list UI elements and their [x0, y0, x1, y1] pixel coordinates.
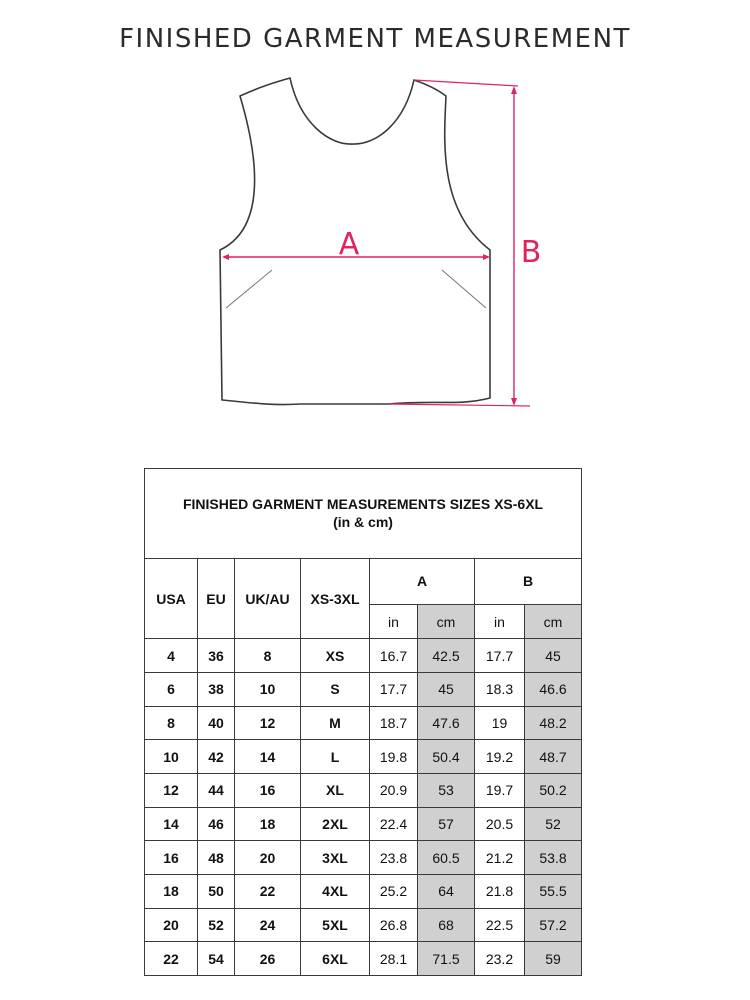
a-in-cell: 17.7: [370, 673, 418, 707]
eu-cell: 38: [198, 673, 235, 707]
usa-cell: 8: [145, 706, 198, 740]
a-cm-cell: 71.5: [418, 942, 475, 976]
a-cm-cell: 45: [418, 673, 475, 707]
size-cell: M: [301, 706, 370, 740]
measure-b-label: B: [520, 235, 542, 270]
ukau-cell: 10: [235, 673, 301, 707]
table-row: [145, 908, 582, 942]
b-in-cell: 19.7: [475, 773, 525, 807]
a-cm-cell: 47.6: [418, 706, 475, 740]
ukau-cell: 18: [235, 807, 301, 841]
size-cell: L: [301, 740, 370, 774]
a-in-cell: 22.4: [370, 807, 418, 841]
eu-cell: 44: [198, 773, 235, 807]
b-cm-cell: 52: [525, 807, 582, 841]
ukau-cell: 16: [235, 773, 301, 807]
a-in-cell: 25.2: [370, 874, 418, 908]
ukau-cell: 14: [235, 740, 301, 774]
a-in-cell: 18.7: [370, 706, 418, 740]
ukau-cell: 8: [235, 639, 301, 673]
table-row: [145, 740, 582, 774]
eu-cell: 50: [198, 874, 235, 908]
ukau-cell: 24: [235, 908, 301, 942]
table-row: [145, 874, 582, 908]
header-b-cm: cm: [525, 604, 582, 639]
b-cm-cell: 45: [525, 639, 582, 673]
b-in-cell: 21.2: [475, 841, 525, 875]
b-cm-cell: 46.6: [525, 673, 582, 707]
table-row: [145, 841, 582, 875]
usa-cell: 18: [145, 874, 198, 908]
table-row: [145, 942, 582, 976]
a-in-cell: 26.8: [370, 908, 418, 942]
a-cm-cell: 57: [418, 807, 475, 841]
b-in-cell: 21.8: [475, 874, 525, 908]
size-cell: 4XL: [301, 874, 370, 908]
eu-cell: 40: [198, 706, 235, 740]
ukau-cell: 22: [235, 874, 301, 908]
usa-cell: 6: [145, 673, 198, 707]
usa-cell: 12: [145, 773, 198, 807]
b-cm-cell: 59: [525, 942, 582, 976]
a-cm-cell: 64: [418, 874, 475, 908]
a-cm-cell: 53: [418, 773, 475, 807]
table-row: [145, 706, 582, 740]
header-a-in: in: [370, 604, 418, 639]
a-cm-cell: 60.5: [418, 841, 475, 875]
b-cm-cell: 50.2: [525, 773, 582, 807]
b-in-cell: 19.2: [475, 740, 525, 774]
eu-cell: 48: [198, 841, 235, 875]
size-cell: 5XL: [301, 908, 370, 942]
usa-cell: 22: [145, 942, 198, 976]
b-in-cell: 23.2: [475, 942, 525, 976]
header-b: B: [475, 558, 582, 604]
measure-b-arrow-bottom: [511, 398, 517, 406]
eu-cell: 46: [198, 807, 235, 841]
b-in-cell: 22.5: [475, 908, 525, 942]
usa-cell: 4: [145, 639, 198, 673]
table-body: [145, 639, 582, 976]
measure-a-label: A: [338, 227, 360, 262]
b-cm-cell: 57.2: [525, 908, 582, 942]
header-a: A: [370, 558, 475, 604]
a-in-cell: 19.8: [370, 740, 418, 774]
eu-cell: 52: [198, 908, 235, 942]
header-usa: USA: [145, 558, 198, 639]
size-cell: 2XL: [301, 807, 370, 841]
measure-b-bottom-leader: [390, 404, 530, 406]
table-caption: [145, 469, 582, 559]
a-in-cell: 20.9: [370, 773, 418, 807]
header-a-cm: cm: [418, 604, 475, 639]
table-caption-title: FINISHED GARMENT MEASUREMENTS SIZES XS-6XL: [182, 496, 544, 513]
ukau-cell: 20: [235, 841, 301, 875]
table-caption-units: (in & cm): [333, 514, 393, 531]
table-row: [145, 673, 582, 707]
b-cm-cell: 55.5: [525, 874, 582, 908]
a-in-cell: 16.7: [370, 639, 418, 673]
b-cm-cell: 53.8: [525, 841, 582, 875]
header-size: XS-3XL: [301, 558, 370, 639]
measure-b-arrow-top: [511, 86, 517, 94]
a-in-cell: 23.8: [370, 841, 418, 875]
b-in-cell: 18.3: [475, 673, 525, 707]
usa-cell: 16: [145, 841, 198, 875]
b-in-cell: 19: [475, 706, 525, 740]
a-in-cell: 28.1: [370, 942, 418, 976]
b-in-cell: 20.5: [475, 807, 525, 841]
garment-diagram: [0, 70, 750, 420]
usa-cell: 10: [145, 740, 198, 774]
eu-cell: 54: [198, 942, 235, 976]
a-cm-cell: 42.5: [418, 639, 475, 673]
size-cell: XL: [301, 773, 370, 807]
size-cell: XS: [301, 639, 370, 673]
a-cm-cell: 50.4: [418, 740, 475, 774]
b-cm-cell: 48.2: [525, 706, 582, 740]
header-eu: EU: [198, 558, 235, 639]
b-in-cell: 17.7: [475, 639, 525, 673]
table-row: [145, 773, 582, 807]
size-cell: 3XL: [301, 841, 370, 875]
size-chart-table: [144, 468, 582, 976]
a-cm-cell: 68: [418, 908, 475, 942]
size-cell: 6XL: [301, 942, 370, 976]
eu-cell: 36: [198, 639, 235, 673]
usa-cell: 14: [145, 807, 198, 841]
eu-cell: 42: [198, 740, 235, 774]
measure-b-top-leader: [414, 80, 518, 86]
header-ukau: UK/AU: [235, 558, 301, 639]
table-row: [145, 807, 582, 841]
b-cm-cell: 48.7: [525, 740, 582, 774]
ukau-cell: 12: [235, 706, 301, 740]
size-cell: S: [301, 673, 370, 707]
usa-cell: 20: [145, 908, 198, 942]
header-b-in: in: [475, 604, 525, 639]
ukau-cell: 26: [235, 942, 301, 976]
page-title: FINISHED GARMENT MEASUREMENT: [119, 24, 631, 54]
table-row: [145, 639, 582, 673]
